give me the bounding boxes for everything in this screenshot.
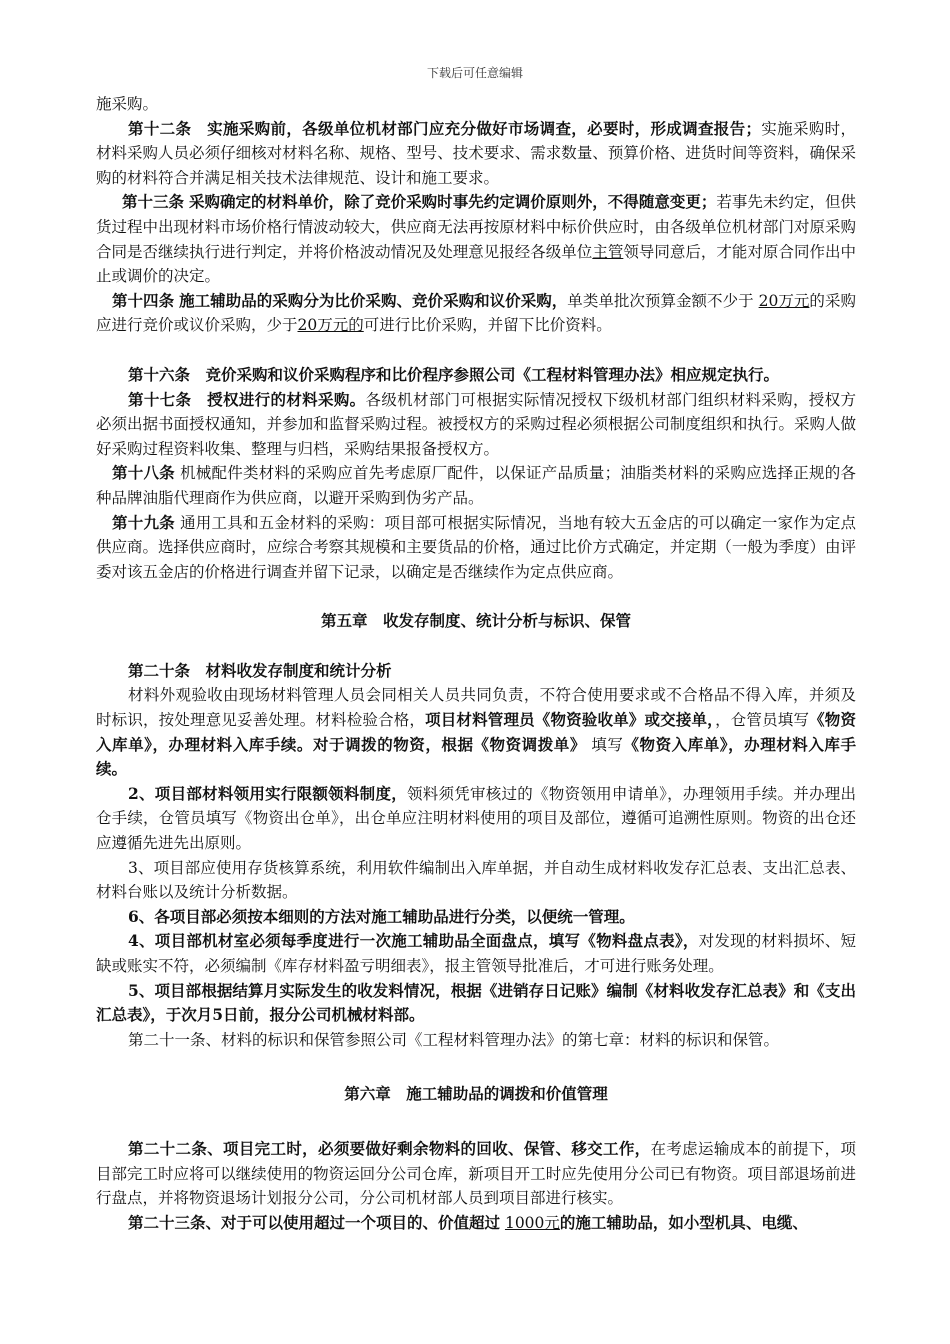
article-22-bold: 第二十二条、项目完工时，必须要做好剩余物料的回收、保管、移交工作， [128, 1138, 651, 1158]
article-14-text-1: 单类单批次预算金额不少于 [567, 291, 754, 310]
article-21: 第二十一条、材料的标识和保管参照公司《工程材料管理办法》的第七章：材料的标识和保管。 [128, 1030, 780, 1049]
article-18-text: 机械配件类材料的采购应首先考虑原厂配件，以保证产品质量；油脂类材料的采购应选择正规的各种品牌油脂代理商作为供应商，以避开采购到伪劣产品。 [96, 464, 856, 507]
article-18-title: 第十八条 [112, 463, 175, 483]
article-20-title: 第二十条 材料收发存制度和统计分析 [128, 660, 392, 680]
article-13-text: 若事先未约定，但供货过程中出现材料市场价格行情波动较大，供应商无法再按原材料中标价供应时，由各级单位机材部门对原采购合同是否继续执行进行判定，并将价格波动情况及处理意见报经各级单位 [96, 193, 856, 261]
article-20-p1-b: 项目材料管理员《物资验收单》或交接单， [425, 710, 716, 730]
article-16-bold: 竞价采购和议价采购程序和比价程序参照公司《工程材料管理办法》相应规定执行。 [205, 364, 780, 384]
article-18 [96, 461, 856, 510]
article-20-p1-a: 材料外观验收由现场材料管理人员会同相关人员共同负责，不符合使用要求或不合格品不得入库，并须及时标识，按处理意见妥善处理。材料检验合格， [96, 686, 856, 730]
article-20-para-6: 6、各项目部必须按本细则的方法对施工辅助品进行分类，以便统一管理。 [128, 906, 635, 926]
article-17 [96, 388, 856, 462]
article-20-para-1 [96, 683, 856, 781]
article-14-bold: 施工辅助品的采购分为比价采购、竞价采购和议价采购， [179, 290, 568, 310]
article-22 [96, 1137, 856, 1211]
chapter-6-heading: 第六章 施工辅助品的调拨和价值管理 [344, 1084, 608, 1104]
article-17-title: 第十七条 [128, 389, 192, 409]
article-13-bold: 采购确定的材料单价，除了竞价采购时事先约定调价原则外，不得随意变更； [189, 192, 717, 212]
article-20-p4-a: 4、项目部机材室必须每季度进行一次施工辅助品全面盘点，填写《物料盘点表》， [128, 931, 699, 951]
article-12 [96, 117, 856, 191]
paragraph-continuation: 施采购。 [96, 95, 159, 113]
article-13 [96, 190, 856, 288]
article-13-title: 第十三条 [122, 192, 185, 212]
article-14-amount-2: 20万元的 [297, 316, 364, 335]
article-20-p1-d: 《物资入库单》，办理材料入库手续。对于调拨的物资，根据《物资调拨单》 [96, 710, 856, 754]
article-13-text-end: 领导同意后，才能对原合同作出中止或调价的决定。 [96, 242, 856, 286]
article-14 [96, 289, 856, 338]
article-20-para-4 [96, 929, 856, 978]
article-19-text: 通用工具和五金材料的采购：项目部可根据实际情况，当地有较大五金店的可以确定一家作为定点供应商。选择供应商时，应综合考察其规模和主要货品的价格，通过比价方式确定，并定期（一般为季度）由评委对该五金店的价格进行调查并留下记录，以确定是否继续作为定点供应商。 [96, 513, 856, 581]
document-body [96, 92, 856, 1235]
article-20-p2-b: 领料须凭审核过的《物资领用申请单》，办理领用手续。并办理出仓手续，仓管员填写《物资出仓单》，出仓单应注明材料使用的项目及部位，遵循可追溯性原则。物资的出仓还应遵循先进先出原则。 [96, 784, 856, 853]
article-20-para-3: 3、项目部应使用存货核算系统，利用软件编制出入库单据，并自动生成材料收发存汇总表、支出汇总表、材料台账以及统计分析数据。 [96, 858, 856, 902]
article-12-text: 实施采购时，材料采购人员必须仔细核对材料名称、规格、型号、技术要求、需求数量、预算价格、进货时间等资料，确保采购的材料符合并满足相关技术法律规范、设计和施工要求。 [96, 119, 856, 187]
article-12-title: 第十二条 [128, 118, 192, 138]
article-20-p1-e: 填写 [591, 735, 624, 754]
article-20-p1-f: 《物资入库单》，办理材料入库手续。 [96, 734, 856, 779]
article-16-title: 第十六条 [128, 364, 191, 384]
article-20-p1-c: ，仓管员填写 [715, 711, 810, 730]
page-header: 下载后可任意编辑 [426, 66, 523, 80]
article-23-bold-1: 第二十三条、对于可以使用超过一个项目的、价值超过 [128, 1212, 501, 1232]
article-23-amount: 1000元 [504, 1213, 560, 1232]
article-14-text-2: 的采购应进行竞价或议价采购，少于 [96, 291, 856, 335]
article-19-title: 第十九条 [112, 512, 175, 532]
article-14-text-3: 可进行比价采购，并留下比价资料。 [363, 316, 612, 335]
article-16 [96, 363, 856, 388]
article-19 [96, 511, 856, 585]
article-12-bold: 实施采购前，各级单位机材部门应充分做好市场调查，必要时，形成调查报告； [207, 118, 761, 138]
article-17-bold: 授权进行的材料采购。 [207, 389, 366, 409]
article-20-para-5: 5、项目部根据结算月实际发生的收发料情况，根据《进销存日记账》编制《材料收发存汇总表》和《支出汇总表》，于次月5日前，报分公司机械材料部。 [96, 980, 856, 1025]
article-20-p2-a: 2、项目部材料领用实行限额领料制度， [128, 783, 407, 803]
article-20-para-2 [96, 782, 856, 856]
article-14-amount-1: 20万元 [758, 291, 810, 310]
article-23 [96, 1211, 856, 1236]
article-20-p4-b: 对发现的材料损坏、短缺或账实不符，必须编制《库存材料盈亏明细表》，报主管领导批准后，才可进行账务处理。 [96, 932, 856, 975]
chapter-5-heading: 第五章 收发存制度、统计分析与标识、保管 [320, 611, 631, 631]
article-13-underline: 主管 [592, 242, 624, 261]
article-23-bold-2: 的施工辅助品，如小型机具、电缆、 [559, 1212, 808, 1232]
article-17-text: 各级机材部门可根据实际情况授权下级机材部门组织材料采购，授权方必须出据书面授权通知，并参加和监督采购过程。被授权方的采购过程必须根据公司制度组织和执行。采购人做好采购过程资料收集、整理与归档，采购结果报备授权方。 [96, 390, 856, 458]
article-22-text: 在考虑运输成本的前提下，项目部完工时应将可以继续使用的物资运回分公司仓库，新项目开工时应先使用分公司已有物资。项目部退场前进行盘点，并将物资退场计划报分公司，分公司机材部人员到项目部进行核实。 [96, 1139, 856, 1208]
article-14-title: 第十四条 [112, 290, 175, 310]
